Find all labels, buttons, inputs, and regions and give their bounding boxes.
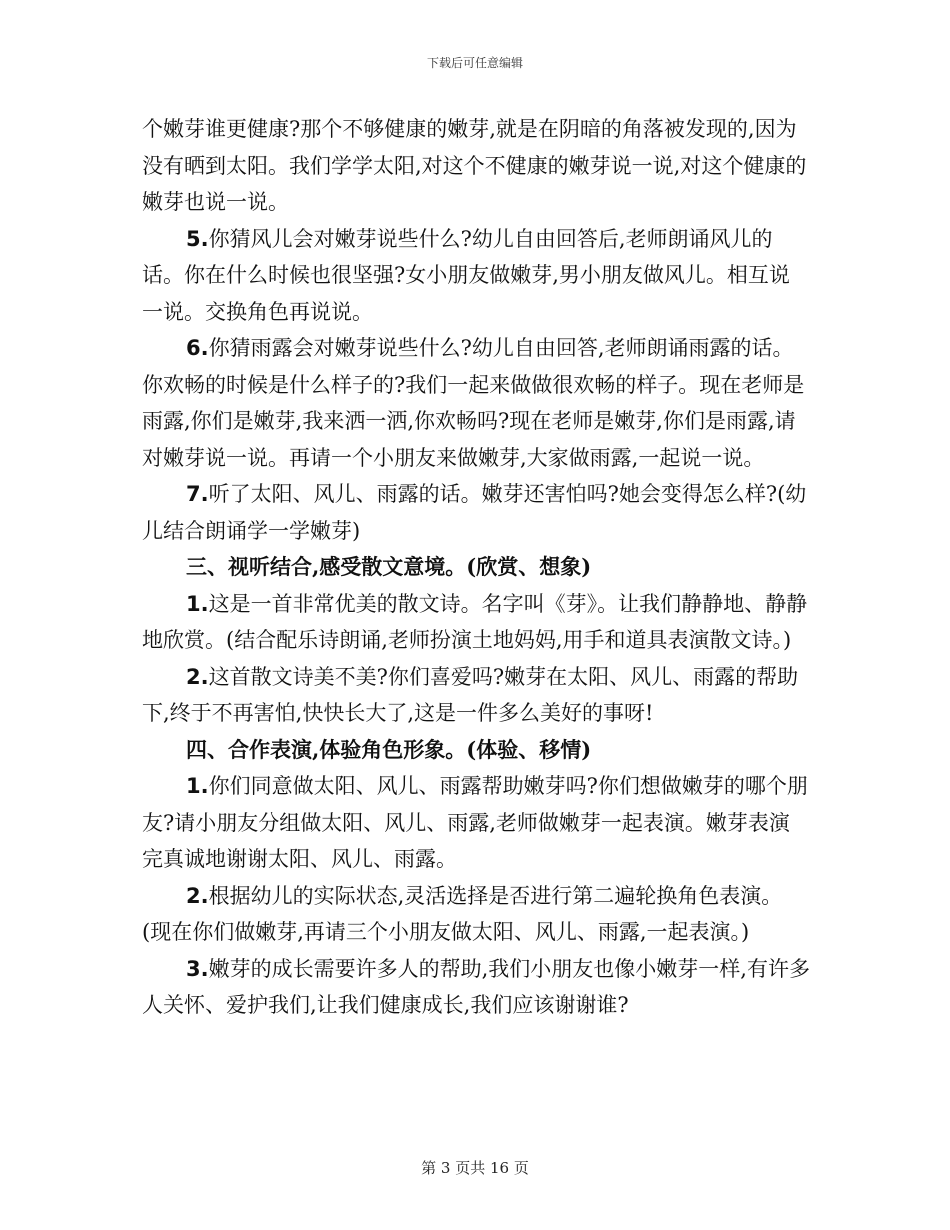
paragraph-text: 你猜风儿会对嫩芽说些什么?幼儿自由回答后,老师朗诵风儿的话。你在什么时候也很坚强?女小朋友做嫩芽,男小朋友做风儿。相互说一说。交换角色再说说。	[142, 226, 790, 324]
section-heading: 四、合作表演,体验角色形象。(体验、移情)	[186, 736, 592, 762]
item-number: 7.	[186, 482, 209, 506]
paragraph	[142, 951, 810, 1024]
item-number: 6.	[186, 336, 209, 360]
paragraph-text: 这首散文诗美不美?你们喜爱吗?嫩芽在太阳、风儿、雨露的帮助下,终于不再害怕,快快长大了,这是一件多么美好的事呀!	[142, 664, 799, 725]
item-number: 2.	[186, 883, 209, 908]
item-number: 1.	[186, 774, 209, 798]
paragraph-text: 你猜雨露会对嫩芽说些什么?幼儿自由回答,老师朗诵雨露的话。你欢畅的时候是什么样子的?我们一起来做做很欢畅的样子。现在老师是雨露,你们是嫩芽,我来洒一洒,你欢畅吗?现在老师是嫩芽,你们是雨露,请对嫩芽说一说。再请一个小朋友来做嫩芽,大家做雨露,一起说一说。	[142, 336, 805, 470]
paragraph-text: 你们同意做太阳、风儿、雨露帮助嫩芽吗?你们想做嫩芽的哪个朋友?请小朋友分组做太阳、风儿、雨露,老师做嫩芽一起表演。嫩芽表演完真诚地谢谢太阳、风儿、雨露。	[142, 774, 808, 871]
paragraph	[142, 768, 810, 878]
paragraph-text: 个嫩芽谁更健康?那个不够健康的嫩芽,就是在阴暗的角落被发现的,因为没有晒到太阳。我们学学太阳,对这个不健康的嫩芽说一说,对这个健康的嫩芽也说一说。	[142, 117, 807, 214]
item-number: 5.	[186, 226, 209, 251]
paragraph	[142, 586, 810, 659]
item-number: 1.	[186, 591, 209, 616]
paragraph-text: 听了太阳、风儿、雨露的话。嫩芽还害怕吗?她会变得怎么样?(幼儿结合朗诵学一学嫩芽)	[142, 482, 807, 543]
page-header: 下载后可任意编辑	[426, 56, 523, 70]
paragraph	[142, 221, 810, 331]
paragraph-text: 嫩芽的成长需要许多人的帮助,我们小朋友也像小嫩芽一样,有许多人关怀、爱护我们,让我们健康成长,我们应该谢谢谁?	[142, 956, 810, 1017]
item-number: 3.	[186, 956, 209, 981]
item-number: 2.	[186, 664, 209, 689]
paragraph	[142, 476, 810, 549]
paragraph	[142, 330, 810, 476]
section-heading: 三、视听结合,感受散文意境。(欣赏、想象)	[186, 554, 592, 579]
document-body	[142, 111, 810, 1024]
paragraph-text: 这是一首非常优美的散文诗。名字叫《芽》。让我们静静地、静静地欣赏。(结合配乐诗朗诵,老师扮演土地妈妈,用手和道具表演散文诗。)	[142, 591, 808, 652]
paragraph	[142, 111, 810, 221]
paragraph	[142, 659, 810, 732]
paragraph-text: 根据幼儿的实际状态,灵活选择是否进行第二遍轮换角色表演。(现在你们做嫩芽,再请三个小朋友做太阳、风儿、雨露,一起表演。)	[142, 883, 783, 944]
paragraph	[142, 878, 810, 951]
page-footer: 第 3 页共 16 页	[421, 1159, 529, 1177]
